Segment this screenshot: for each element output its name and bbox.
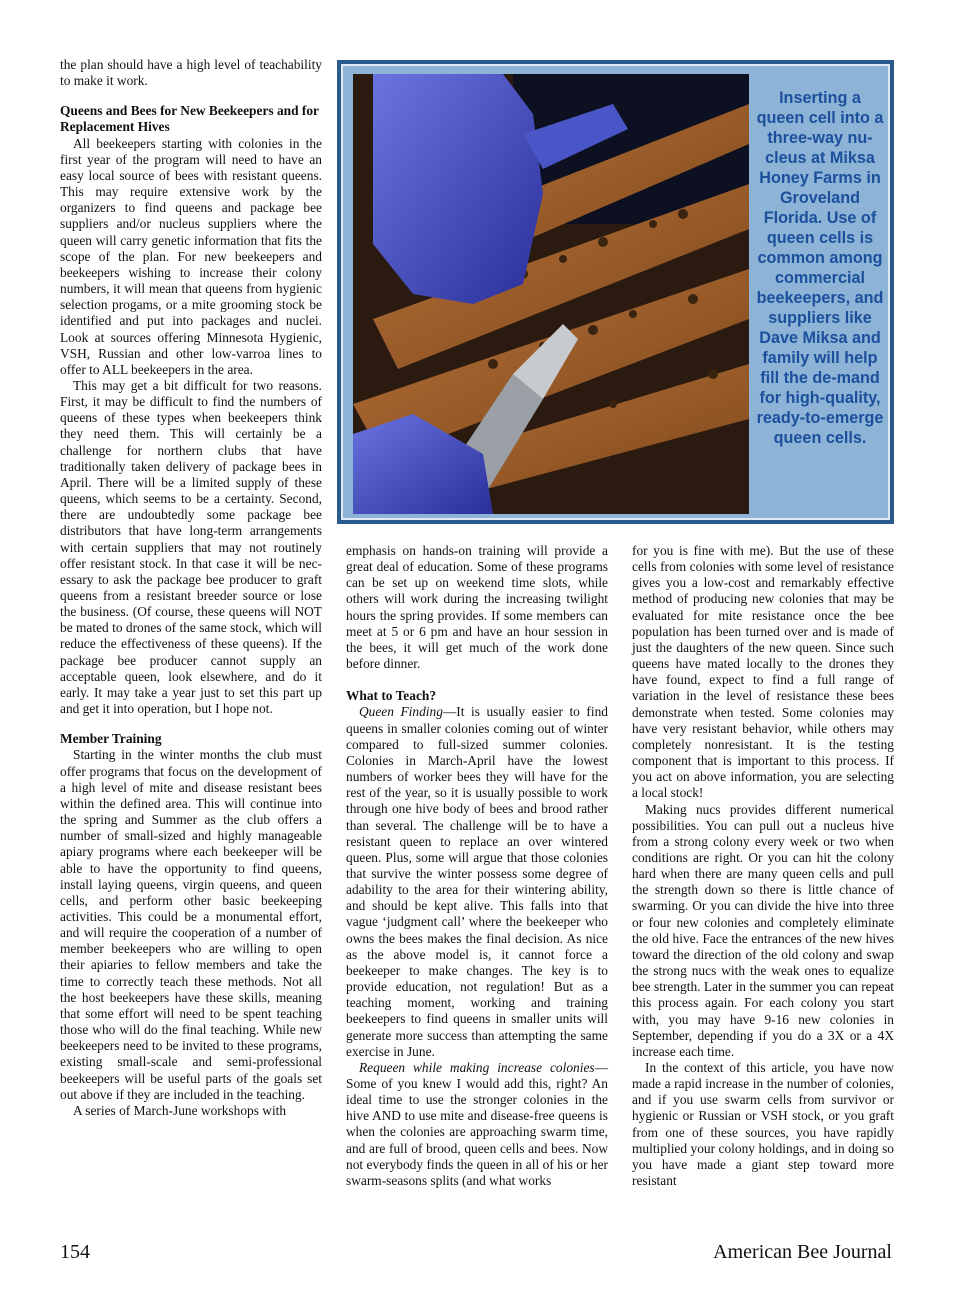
paragraph: This may get a bit difficult for two reasons. First, it may be difficult to find the numbers of queens of these types when beekeepers think they need them. This will certainly be a challenge for northern clubs that have traditionally taken delivery of package bees in April. There will be a limited supply of these queens, which seems to be a certainty. Second, there are undoubtedly some package bee distributors that have long-term arrangements with certain suppliers that may not routinely offer resistant stock. In that case it will be necessary to ask the package bee producer to graft queens from a resistant breeder source or lose the business. (Of course, these queens will NOT be mated to drones of the same stock, which will reduce the effectiveness of these queens). If the package bee producer cannot supply an acceptable queen, look elsewhere, and do it early. It may take a year just to set this part up and get it into operation, but I hope not. [60,377,322,717]
paragraph: for you is fine with me). But the use of these cells from colonies with some level of resistance gives you a low-cost and remarkably effective method of producing new colonies that may be evaluated for mite resistance once the bee population has been turned over and is made of just the daughters of the new queen. Since such queens have mated locally to the drones they have found, expect to find a full range of variation in the level of resistance these bees demonstrate when tested. Some colonies may have very resistant behavior, while others may completely nonresistant. It is the testing component that is important to this process. If you act on above information, you are selecting a local stock! [632,543,894,801]
photo-caption: Inserting a queen cell into a three-way nu-cleus at Miksa Honey Farms in Groveland Florida. Use of queen cells is common among commercial beekeepers, and suppliers like Dave Miksa and family will help fill the de-mand for high-quality, ready-to-emerge queen cells. [756,89,884,447]
paragraph: In the context of this article, you have now made a rapid increase in the number of colonies, and if you use swarm cells from survivor or hygienic or Russian or VSH stock, or you graft from one of these sources, you have rapidly multiplied your colony holdings, and in doing so you have made a giant step toward more resistant [632,1060,894,1189]
column-1 [60,57,322,1119]
photo-figure [337,60,894,524]
column-2 [346,543,608,1189]
section-heading-member-training: Member Training [60,731,162,747]
hive-photo-illustration [353,74,749,514]
paragraph: the plan should have a high level of teachability to make it work. [60,57,322,89]
paragraph: A series of March-June workshops with [73,1102,287,1118]
paragraph: emphasis on hands-on training will provide a great deal of education. Some of these programs can be set up on weekend time slots, while others will work during the increasing twilight hours the spring provides. If some members can meet at 5 or 6 pm and have an hour session in the bees, it will get much of the work done before dinner. [346,543,608,672]
journal-name: American Bee Journal [713,1241,892,1263]
paragraph-text: —Some of you knew I would add this, right? An ideal time to use the stronger colonies in the hive AND to use mite and disease-free queens is when the colonies are approaching swarm time, and are full of brood, queen cells and bees. Now not everybody finds the queen in all of his or her swarm-seasons splits (and what works [346,1059,608,1188]
paragraph [346,1060,608,1189]
paragraph-text: —It is usually easier to find queens in smaller colonies coming out of winter compared to full-sized summer colonies. Colonies in March-April have the lowest numbers of worker bees they will have for the rest of the year, so it is usually possible to work through one hive body of bees and brood rather than several. The challenge will be to have a resistant queen to replace an over wintered queen. Plus, some will argue that those colonies that survive the winter possess some degree of adability to the area for their wintering ability, and should be kept alive. This falls into that vague ‘judgment call’ where the beekeeper who owns the bees makes the final decision. As nice as the above model is, it cannot force a beekeeper to make changes. The key is to provide education, not regulation! But as a teaching moment, working and training beekeepers to find queens in smaller units will generate more success than attempting the same exercise in June. [346,704,608,1059]
figure-frame [341,64,890,520]
run-in-head: Queen Finding [359,704,443,720]
paragraph: Starting in the winter months the club must offer programs that focus on the development of a high level of mite and disease resistant bees within the defined area. This will continue into the spring and Summer as the club offers a number of small-sized and highly manageable apiary programs where each beekeeper will be able to have the opportunity to find queens, install laying queens, virgin queens, and queen cells, and perform other basic beekeeping activities. This could be a monumental effort, and will require the cooperation of a number of member beekeepers who are willing to open their apiaries to fellow members and take the time to correctly teach these methods. Not all the host beekeepers have these skills, meaning that some effort will need to be spent teaching those who will do the final teaching. While new beekeepers need to be invited to these programs, existing small-scale and semi-professional beekeepers will be useful parts of the goals set out above if they are included in the teaching. [60,747,322,1102]
paragraph: Making nucs provides different numerical possibilities. You can pull out a nucleus hive from a strong colony every week or two when conditions are right. Or you can hit the colony hard when there are many queen cells and pull the strength down so there is little chance of swarming. Or you can divide the hive into three or four new colonies and completely eliminate the old hive. Face the entrances of the new hives toward the direction of the old colony and swap the strong nucs with the weak ones to equalize bee strength. Later in the summer you can repeat this process again. For each colony you start with, you may have 9-16 new colonies in September, depending if you do a 3X or a 4X increase each time. [632,801,894,1059]
paragraph: All beekeepers starting with colonies in the first year of the program will need to have an easy local source of bees with resistant queens. This may require extensive work by the organizers to find queens and package bee suppliers and/or nucleus suppliers where the queen will carry genetic information that fits the scope of the plan. For new beekeepers and beekeepers wishing to increase their colony numbers, it will mean that queens from hygienic selection progams, or a mite grooming stock be identified and put into packages and nuclei. Look at sources offering Minnesota Hygienic, VSH, Russian and other low-varroa lines to offer to ALL beekeepers in the area. [60,135,322,377]
hive-photo [353,74,749,514]
paragraph [346,704,608,1059]
run-in-head: Requeen while making increase colonies [359,1059,595,1075]
page-number: 154 [60,1241,90,1263]
column-3 [632,543,894,1189]
section-heading-queens: Queens and Bees for New Beekeepers and for Replacement Hives [60,103,319,135]
section-heading-what-to-teach: What to Teach? [346,688,437,704]
